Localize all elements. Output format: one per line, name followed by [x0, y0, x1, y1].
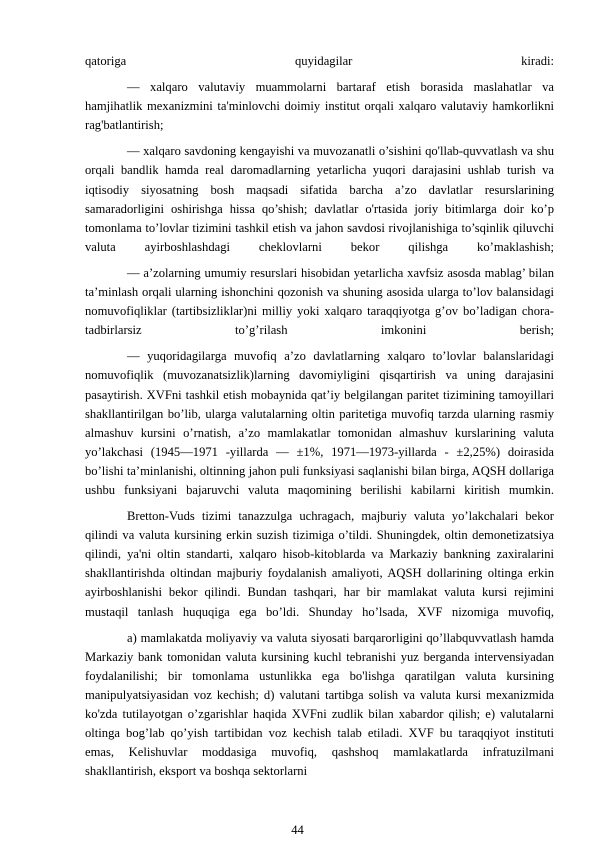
paragraph-bretton-woods: Bretton-Vuds tizimi tanazzulga uchragach, majburiy valuta yo’lakchalari bekor qilindi va valuta kursining erkin suzish tizimiga o’tildi. Shuningdek, oltin demonetizatsiya qilindi, ya'ni oltin standarti, xalqaro hisob-kitoblarda va Markaziy bankning zaxiralarini shakllantirishda oltindan majburiy foydalanish amaliyoti, AQSH dollarining oltinga erkin ayirboshlanishi bekor qilindi. Bundan tashqari, har bir mamlakat valuta kursi rejimini mustaqil tanlash huquqiga ega bo’ldi. Shunday ho’lsada, XVF nizomiga muvofiq,: [85, 509, 554, 619]
paragraph-resources: — a’zolarning umumiy resurslari hisobidan yetarlicha xavfsiz asosda mablag’ bilan ta’minlash orqali ularning ishonchini qozonish va shuning asosida ularga to’lov balansidagi nomuvofiqliklar (tartibsizliklar)ni milliy yoki xalqaro taraqqiyotga g’ov bo’ladigan chora-tadbirlarsiz to’g’rilash imkonini berish;: [85, 265, 554, 338]
document-page: [85, 52, 554, 781]
paragraph-obligations: a) mamlakatda moliyaviy va valuta siyosati barqarorligini qo’llabquvvatlash hamda Markaziy bank tomonidan valuta kursining kuchl tebranishi yuz berganda intervensiyadan foydalanilishi; bir tomonlama ustunlikka ega bo'lishga qaratilgan valuta kursining manipulyatsiyasidan voz kechish; d) valutani tartibga solish va valuta kursi mexanizmida ko'zda tutilayotgan o’zgarishlar haqida XVFni zudlik bilan xabardor qilish; e) valutalarni oltinga bog’lab qo’yish tartibidan voz kechish talab etiladi. XVF bu taraqqiyot instituti emas, Kelishuvlar moddasiga muvofiq, qashshoq mamlakatlarda infratuzilmani shakllantirish, eksport va boshqa sektorlarni: [85, 630, 554, 779]
paragraph-intro-line: qatoriga quyidagilar kiradi:: [85, 54, 554, 68]
paragraph-trade-growth: — xalqaro savdoning kengayishi va muvozanatli o’sishini qo'llab-quvvatlash va shu orqali bandlik hamda real daromadlarning yetarlicha yuqori darajasini ushlab turish va iqtisodiy siyosatning bosh maqsadi sifatida barcha a’zo davlatlar resurslarining samaradorligini oshirishga hissa qo’shish; davlatlar o'rtasida joriy bitimlarga doir ko’p tomonlama to’lovlar tizimini tashkil etish va jahon savdosi rivojlanishiga to’sqinlik qiluvchi valuta ayirboshlashdagi cheklovlarni bekor qilishga ko’maklashish;: [85, 144, 554, 254]
paragraph-cooperation: — xalqaro valutaviy muammolarni bartaraf etish borasida maslahatlar va hamjihatlik mexanizmini ta'minlovchi doimiy institut orqali xalqaro valutaviy hamkorlikni rag'batlantirish;: [85, 80, 554, 133]
page-number: 44: [291, 823, 304, 837]
paragraph-balances: — yuqoridagilarga muvofiq a’zo davlatlarning xalqaro to’lovlar balanslaridagi nomuvofiqlik (muvozanatsizlik)larning davomiyligini qisqartirish va uning darajasini pasaytirish. XVFni tashkil etish mobaynida qat’iy belgilangan paritet tizimining tamoyillari shakllantirilgan bo’lib, ularga valutalarning oltin paritetiga muvofiq tarzda ularning rasmiy almashuv kursini o’rnatish, a’zo mamlakatlar tomonidan almashuv kurslarining valuta yo’lakchasi (1945—1971 -yillarda — ±1%, 1971—1973-yillarda - ±2,25%) doirasida bo’lishi ta’minlanishi, oltinning jahon puli funksiyasi saqlanishi bilan birga, AQSH dollariga ushbu funksiyani bajaruvchi valuta maqomining berilishi kabilarni kiritish mumkin.: [85, 349, 554, 497]
